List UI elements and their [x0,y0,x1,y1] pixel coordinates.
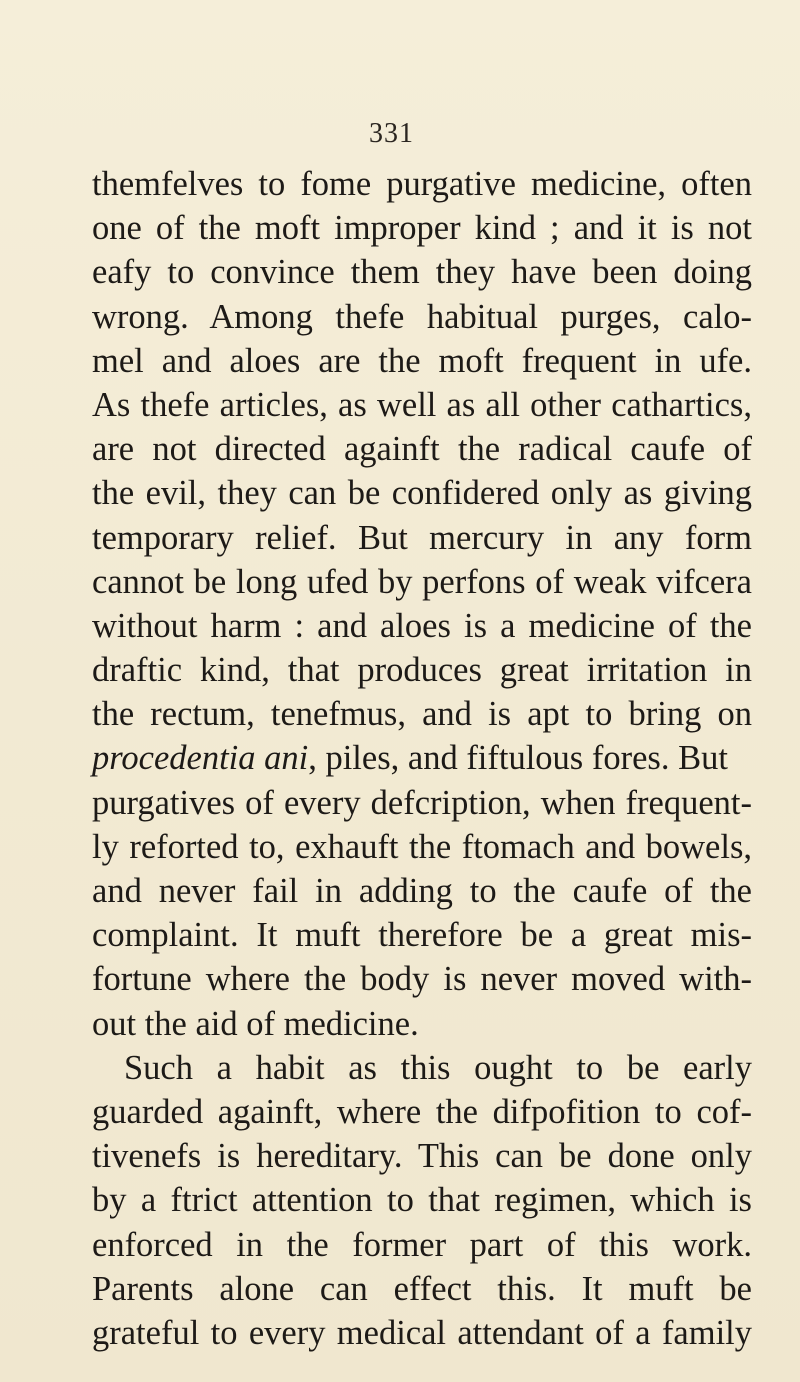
text-line: by a ftrict attention to that regimen, which is [92,1181,752,1220]
text-line: grateful to every medical attendant of a family [92,1313,752,1352]
text-line: complaint. It muft therefore be a great mis- [92,916,752,955]
text-line: guarded againft, where the difpofition to cof- [92,1092,752,1131]
text-line: without harm : and aloes is a medicine of the [92,606,752,645]
text-line: Such a habit as this ought to be early [124,1048,752,1087]
text-line: and never fail in adding to the caufe of the [92,872,752,910]
body-text [92,162,752,1355]
text-line: out the aid of medicine. [92,1004,419,1043]
text-line: mel and aloes are the moft frequent in ufe. [92,341,752,380]
text-line: cannot be long ufed by perfons of weak vifcera [92,562,752,601]
text-line: the evil, they can be confidered only as giving [92,474,752,513]
text-line: are not directed againft the radical caufe of [92,430,752,469]
text-line: the rectum, tenefmus, and is apt to bring on [92,695,752,734]
text-line: one of the moft improper kind ; and it is not [92,209,752,248]
text-line: purgatives of every defcription, when frequent- [92,783,752,822]
text-line: wrong. Among thefe habitual purges, calo- [92,297,752,336]
text-line: temporary relief. But mercury in any form [92,518,752,557]
text-line-mixed [92,736,752,780]
text-line: Parents alone can effect this. It muft be [92,1269,752,1308]
text-line: As thefe articles, as well as all other cathartics, [92,385,752,424]
latin-term: procedentia ani [92,739,309,778]
text-line: ly reforted to, exhauft the ftomach and bowels, [92,827,752,866]
text-line: eafy to convince them they have been doing [92,253,752,292]
text-line: fortune where the body is never moved with- [92,960,752,999]
text-line: draftic kind, that produces great irritation in [92,651,752,690]
text-segment: , piles, and fiftulous fores. But [308,739,728,778]
text-line: tivenefs is hereditary. This can be done only [92,1137,752,1176]
text-line: enforced in the former part of this work. [92,1225,752,1264]
text-line: themfelves to fome purgative medicine, often [92,165,752,203]
page-number: 331 [369,118,414,149]
